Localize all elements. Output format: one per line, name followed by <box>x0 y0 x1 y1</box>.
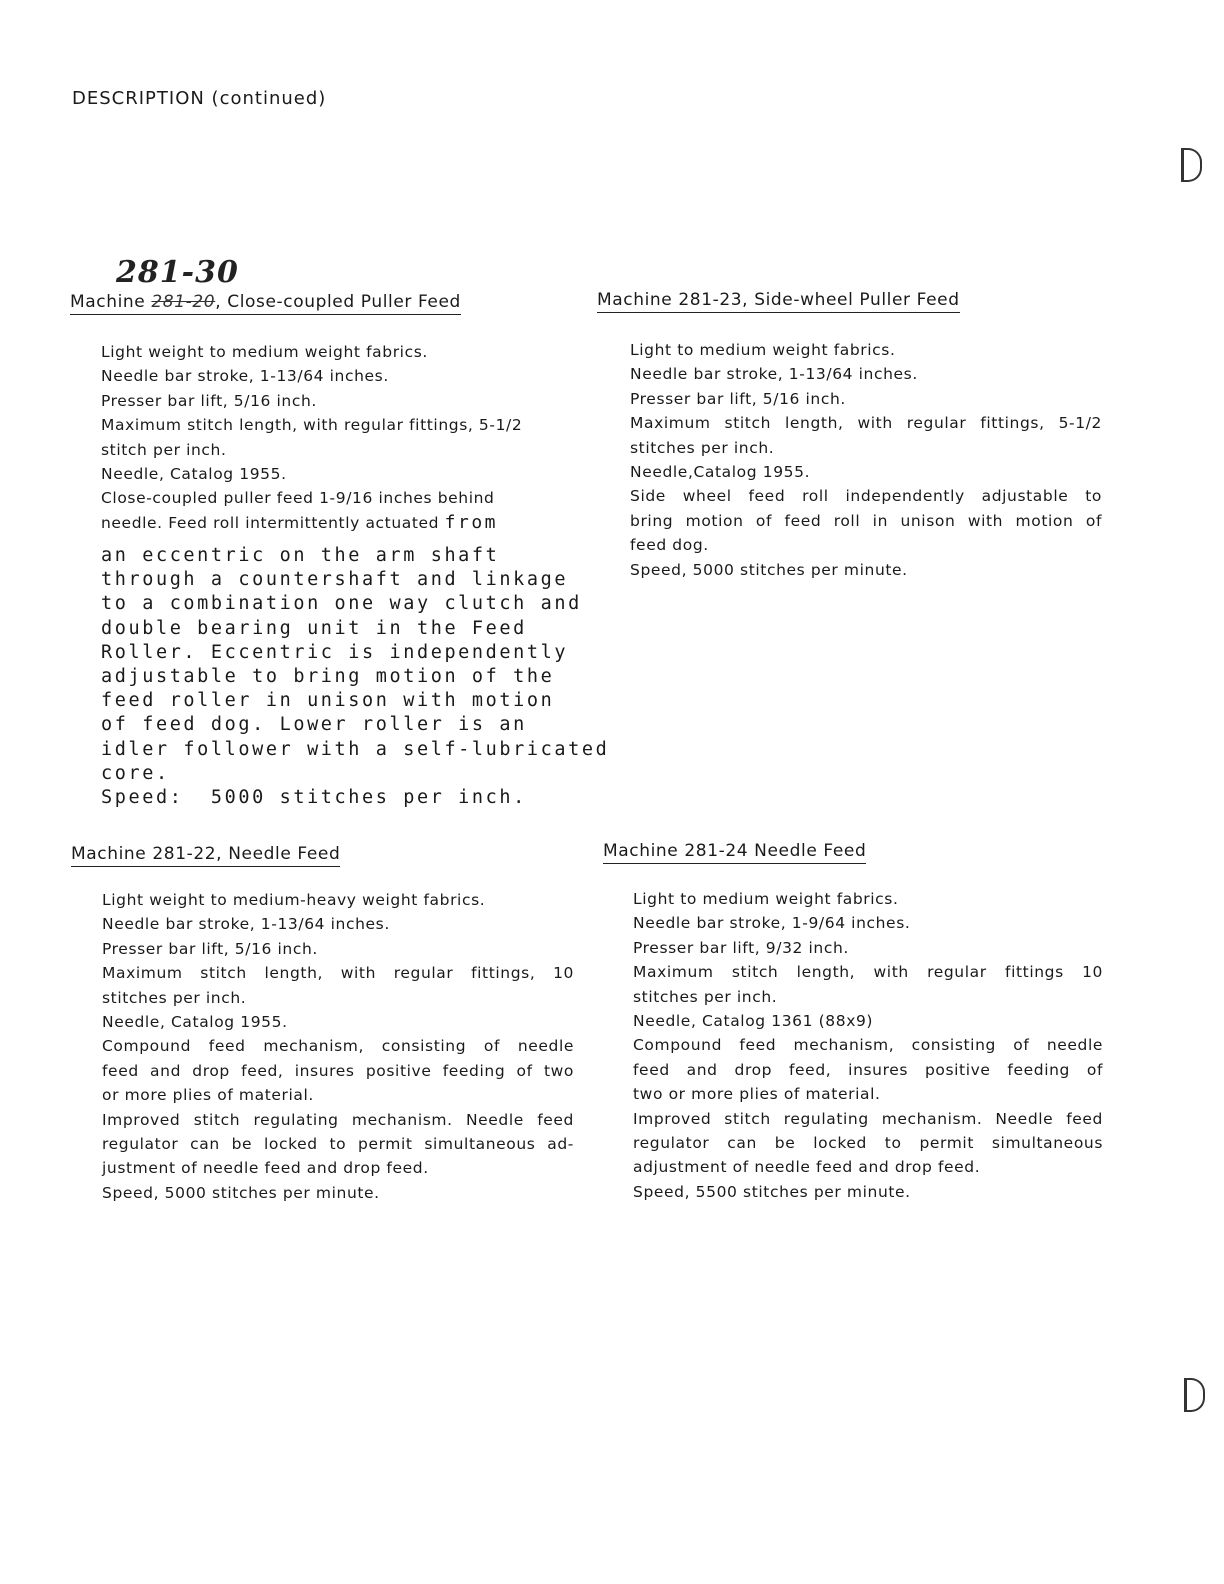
binder-hole-mark <box>1181 148 1202 182</box>
spec-line: Close-coupled puller feed 1-9/16 inches behind <box>101 489 495 508</box>
typed-line: core. <box>101 762 170 784</box>
typed-line: idler follower with a self-lubricated <box>101 738 610 760</box>
spec-line-text: needle. Feed roll intermittently actuated <box>101 513 440 532</box>
typed-line: adjustable to bring motion of the <box>101 666 555 688</box>
spec-line: stitches per inch. <box>633 987 778 1006</box>
section-title-281-22: Machine 281-22, Needle Feed <box>71 844 340 867</box>
spec-line: bring motion of feed roll in unison with motion of <box>630 511 1102 530</box>
spec-line: Side wheel feed roll independently adjustable to <box>630 487 1102 506</box>
section-title-281-30 <box>70 292 461 315</box>
spec-line: stitch per inch. <box>101 440 227 459</box>
typed-line: Roller. Eccentric is independently <box>101 641 569 663</box>
typed-line: of feed dog. Lower roller is an <box>101 714 527 736</box>
spec-line: Speed, 5500 stitches per minute. <box>633 1182 911 1201</box>
spec-line: regulator can be locked to permit simultaneous ad- <box>102 1135 574 1154</box>
spec-line <box>101 511 571 535</box>
spec-line: Needle, Catalog 1361 (88x9) <box>633 1012 874 1031</box>
spec-line: Needle,Catalog 1955. <box>630 463 811 482</box>
spec-line: or more plies of material. <box>102 1086 314 1105</box>
handwritten-model-number: 281-30 <box>116 255 239 290</box>
title-suffix: , Close-coupled Puller Feed <box>215 292 461 312</box>
typed-line: an eccentric on the arm shaft <box>101 545 500 566</box>
spec-line: Speed, 5000 stitches per minute. <box>102 1183 380 1202</box>
typed-line: double bearing unit in the Feed <box>101 617 527 639</box>
section-title-281-24: Machine 281-24 Needle Feed <box>603 841 866 864</box>
page-heading: DESCRIPTION (continued) <box>72 88 327 109</box>
spec-line: Presser bar lift, 5/16 inch. <box>102 939 318 958</box>
spec-line: adjustment of needle feed and drop feed. <box>633 1158 981 1177</box>
spec-line: regulator can be locked to permit simultaneous <box>633 1134 1103 1153</box>
spec-line: Needle bar stroke, 1-13/64 inches. <box>102 915 390 934</box>
section-body-281-22 <box>102 888 574 1205</box>
spec-line: Improved stitch regulating mechanism. Needle feed <box>102 1110 574 1129</box>
spec-line: Needle bar stroke, 1-13/64 inches. <box>630 365 918 384</box>
spec-line: Needle bar stroke, 1-9/64 inches. <box>633 914 911 933</box>
spec-line: two or more plies of material. <box>633 1085 881 1104</box>
spec-line: Maximum stitch length, with regular fittings, 5-1/2 <box>101 416 523 435</box>
spec-line: Maximum stitch length, with regular fittings, 10 <box>102 964 574 983</box>
spec-line: Needle bar stroke, 1-13/64 inches. <box>101 367 389 386</box>
spec-line: stitches per inch. <box>102 988 247 1007</box>
spec-line: Compound feed mechanism, consisting of needle <box>633 1036 1103 1055</box>
typed-line: Speed: 5000 stitches per inch. <box>101 787 527 809</box>
struck-model-number: 281-20 <box>151 292 216 312</box>
binder-hole-mark <box>1184 1378 1205 1412</box>
spec-line: Needle, Catalog 1955. <box>101 465 287 484</box>
spec-line: Light weight to medium-heavy weight fabrics. <box>102 891 486 909</box>
spec-line: Maximum stitch length, with regular fittings 10 <box>633 963 1103 982</box>
typed-line: feed roller in unison with motion <box>101 690 555 712</box>
spec-line: feed and drop feed, insures positive feeding of two <box>102 1061 574 1080</box>
spec-line: Light to medium weight fabrics. <box>633 890 899 908</box>
spec-line: Speed, 5000 stitches per minute. <box>630 560 908 579</box>
spec-line: Light to medium weight fabrics. <box>630 341 896 359</box>
spec-line: feed and drop feed, insures positive feeding of <box>633 1060 1103 1079</box>
section-body-281-30 <box>101 340 571 535</box>
section-title-281-23: Machine 281-23, Side-wheel Puller Feed <box>597 290 960 313</box>
typed-tail: from <box>444 511 499 533</box>
spec-line: Presser bar lift, 5/16 inch. <box>101 391 317 410</box>
title-prefix: Machine <box>70 292 146 312</box>
section-body-281-23 <box>630 338 1102 582</box>
spec-line: Presser bar lift, 9/32 inch. <box>633 938 849 957</box>
spec-line: Presser bar lift, 5/16 inch. <box>630 389 846 408</box>
spec-line: justment of needle feed and drop feed. <box>102 1159 429 1178</box>
spec-line: Compound feed mechanism, consisting of needle <box>102 1037 574 1056</box>
section-body-281-24 <box>633 887 1103 1204</box>
typewritten-insert <box>101 544 609 810</box>
spec-line: Needle, Catalog 1955. <box>102 1013 288 1032</box>
spec-line: Light weight to medium weight fabrics. <box>101 343 428 361</box>
spec-line: Improved stitch regulating mechanism. Needle feed <box>633 1109 1103 1128</box>
spec-line: stitches per inch. <box>630 438 775 457</box>
spec-line: Maximum stitch length, with regular fittings, 5-1/2 <box>630 414 1102 433</box>
typed-line: to a combination one way clutch and <box>101 593 582 615</box>
typed-line: through a countershaft and linkage <box>101 569 569 591</box>
spec-line: feed dog. <box>630 536 709 555</box>
